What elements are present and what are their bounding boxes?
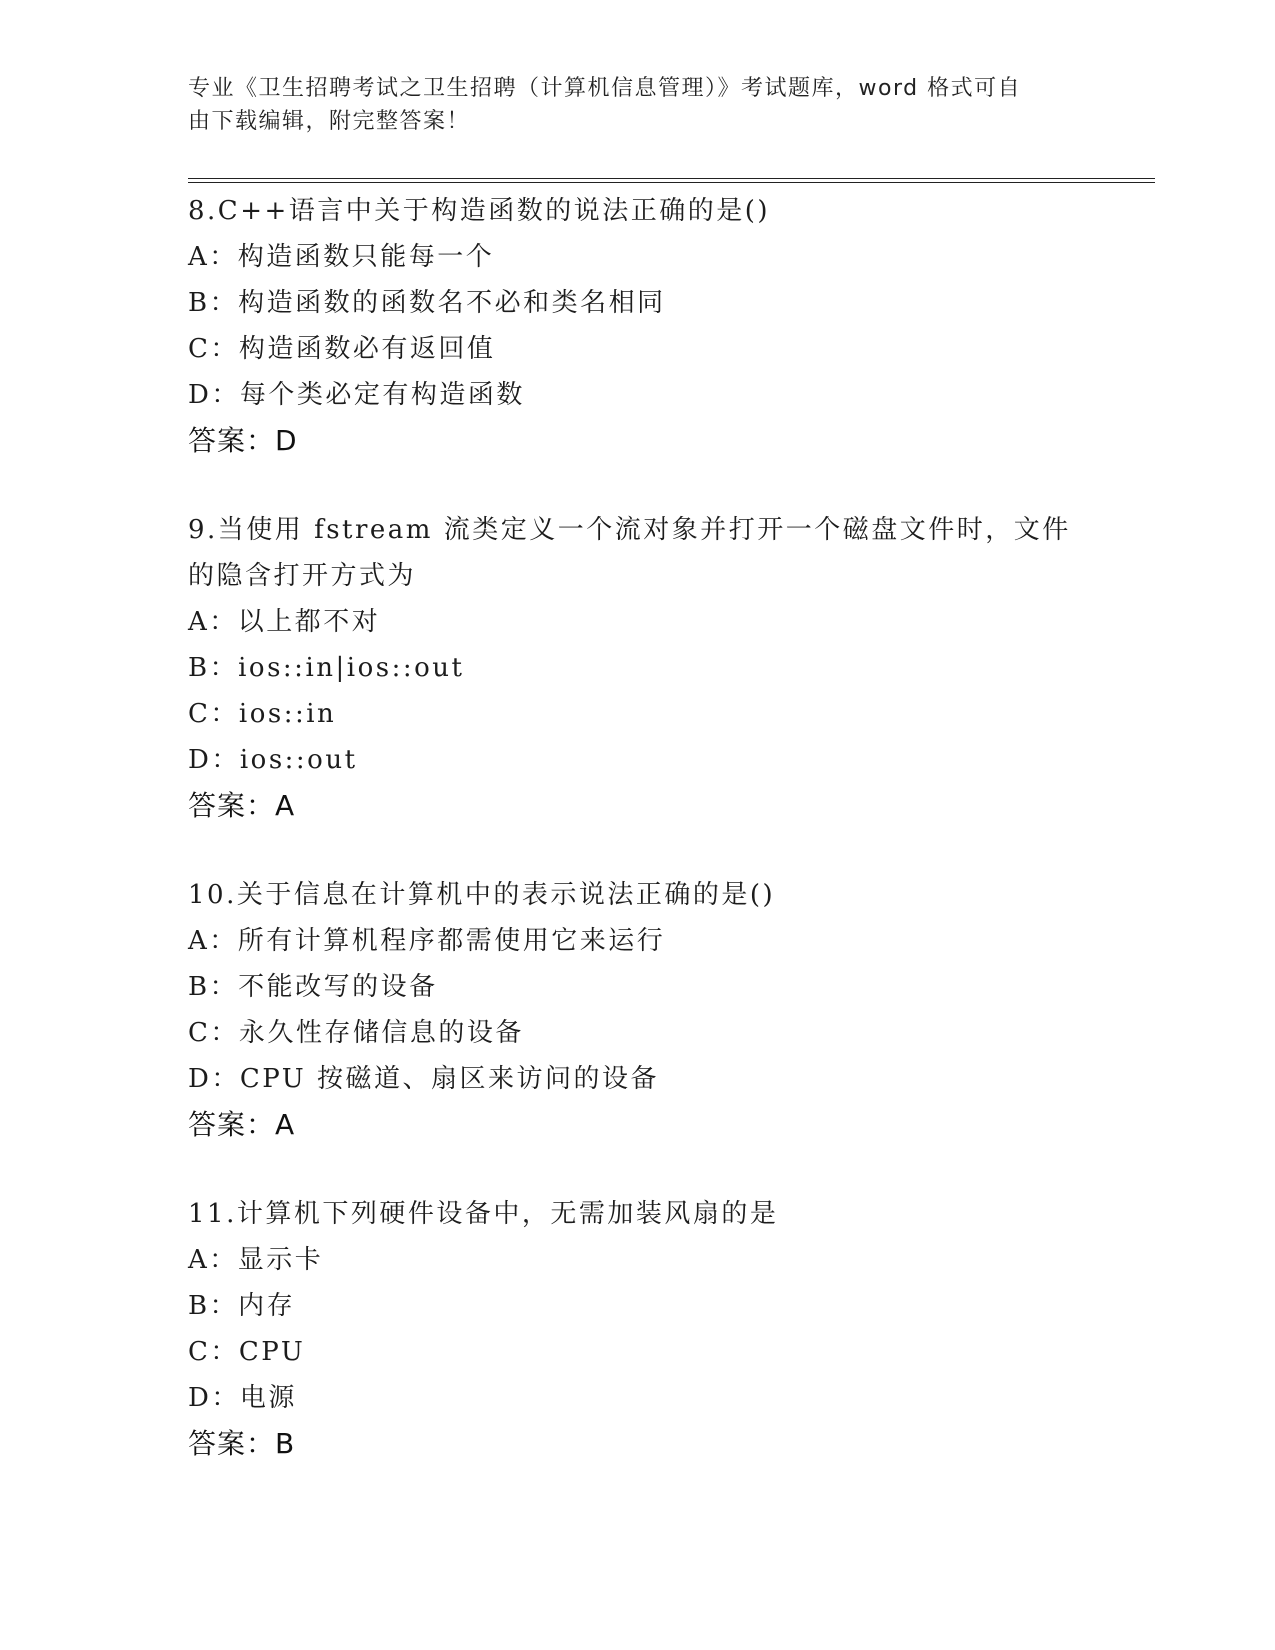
option-d: D：ios::out bbox=[188, 745, 358, 775]
question-stem: 8.C++语言中关于构造函数的说法正确的是() bbox=[188, 196, 771, 226]
header-divider-top bbox=[188, 178, 1155, 179]
question-8 bbox=[188, 188, 1088, 464]
option-c: C：构造函数必有返回值 bbox=[188, 334, 496, 364]
option-b: B：内存 bbox=[188, 1291, 296, 1321]
option-b: B：ios::in|ios::out bbox=[188, 653, 465, 683]
option-a: A：显示卡 bbox=[188, 1245, 324, 1275]
option-d: D：每个类必定有构造函数 bbox=[188, 380, 525, 410]
option-d: D：CPU 按磁道、扇区来访问的设备 bbox=[188, 1064, 659, 1094]
question-stem-continued: 的隐含打开方式为 bbox=[188, 561, 417, 591]
option-a: A：构造函数只能每一个 bbox=[188, 242, 495, 272]
option-c: C：CPU bbox=[188, 1337, 306, 1367]
question-9 bbox=[188, 507, 1088, 829]
question-10 bbox=[188, 872, 1088, 1148]
question-11 bbox=[188, 1191, 1088, 1467]
option-b: B：构造函数的函数名不必和类名相同 bbox=[188, 288, 666, 318]
header-divider-bottom bbox=[188, 182, 1155, 183]
option-a: A：所有计算机程序都需使用它来运行 bbox=[188, 926, 666, 956]
option-b: B：不能改写的设备 bbox=[188, 972, 438, 1002]
question-list bbox=[188, 188, 1088, 1510]
answer-label: 答案：D bbox=[188, 424, 298, 457]
question-stem: 10.关于信息在计算机中的表示说法正确的是() bbox=[188, 880, 776, 910]
document-header bbox=[188, 72, 1068, 138]
question-stem: 9.当使用 fstream 流类定义一个流对象并打开一个磁盘文件时，文件 bbox=[188, 515, 1071, 545]
option-c: C：永久性存储信息的设备 bbox=[188, 1018, 524, 1048]
option-a: A：以上都不对 bbox=[188, 607, 381, 637]
header-line-1: 专业《卫生招聘考试之卫生招聘（计算机信息管理）》考试题库，word 格式可自 bbox=[188, 76, 1022, 101]
answer-label: 答案：A bbox=[188, 1108, 296, 1141]
question-stem: 11.计算机下列硬件设备中，无需加装风扇的是 bbox=[188, 1199, 779, 1229]
answer-label: 答案：B bbox=[188, 1427, 296, 1460]
option-d: D：电源 bbox=[188, 1383, 297, 1413]
answer-label: 答案：A bbox=[188, 789, 296, 822]
option-c: C：ios::in bbox=[188, 699, 337, 729]
header-line-2: 由下载编辑，附完整答案！ bbox=[188, 109, 471, 134]
